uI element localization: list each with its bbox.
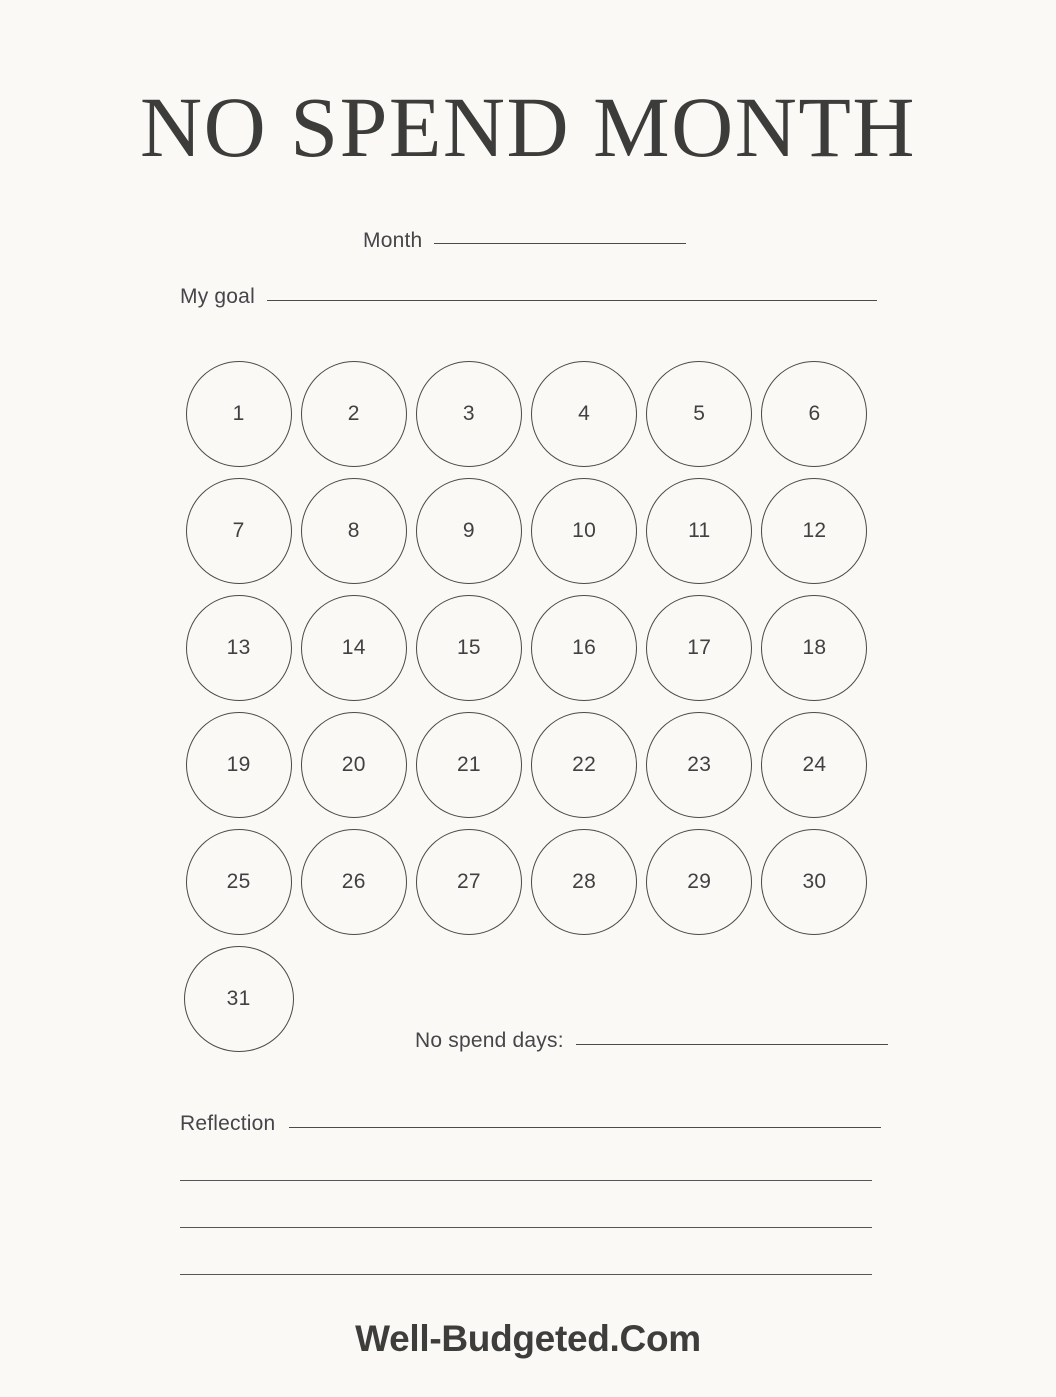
day-circle-15[interactable]: 15 — [416, 595, 522, 701]
footer-brand: Well-Budgeted.Com — [355, 1318, 701, 1359]
day-cell-empty — [296, 946, 411, 1052]
day-row — [181, 712, 872, 829]
no-spend-days-label: No spend days: — [415, 1029, 564, 1052]
page-title: NO SPEND MONTH — [140, 79, 916, 175]
day-row — [181, 595, 872, 712]
day-cell — [757, 595, 872, 701]
day-cell — [296, 478, 411, 584]
day-circle-5[interactable]: 5 — [646, 361, 752, 467]
day-cell — [411, 712, 526, 818]
month-field-row — [363, 229, 686, 253]
day-circle-grid — [181, 361, 872, 1063]
no-spend-days-input[interactable] — [576, 1043, 888, 1045]
day-circle-13[interactable]: 13 — [186, 595, 292, 701]
reflection-label: Reflection — [180, 1112, 276, 1135]
day-cell — [296, 595, 411, 701]
day-row — [181, 478, 872, 595]
day-circle-12[interactable]: 12 — [761, 478, 867, 584]
day-cell — [757, 478, 872, 584]
day-circle-23[interactable]: 23 — [646, 712, 752, 818]
day-circle-3[interactable]: 3 — [416, 361, 522, 467]
day-cell — [181, 361, 296, 467]
day-cell — [296, 829, 411, 935]
day-circle-9[interactable]: 9 — [416, 478, 522, 584]
day-circle-16[interactable]: 16 — [531, 595, 637, 701]
day-cell — [527, 595, 642, 701]
day-cell — [296, 712, 411, 818]
day-circle-4[interactable]: 4 — [531, 361, 637, 467]
day-circle-7[interactable]: 7 — [186, 478, 292, 584]
reflection-input-line-3[interactable] — [180, 1227, 872, 1228]
day-circle-19[interactable]: 19 — [186, 712, 292, 818]
day-cell — [527, 478, 642, 584]
reflection-row — [180, 1112, 881, 1136]
month-label: Month — [363, 229, 423, 252]
day-circle-28[interactable]: 28 — [531, 829, 637, 935]
day-cell — [642, 712, 757, 818]
goal-label: My goal — [180, 285, 255, 308]
day-cell — [181, 946, 296, 1052]
day-cell — [181, 829, 296, 935]
day-cell — [296, 361, 411, 467]
day-cell — [757, 361, 872, 467]
reflection-input-line-4[interactable] — [180, 1274, 872, 1275]
day-circle-24[interactable]: 24 — [761, 712, 867, 818]
reflection-extra-lines — [180, 1180, 872, 1321]
reflection-input-line-2[interactable] — [180, 1180, 872, 1181]
day-cell — [181, 478, 296, 584]
day-cell — [642, 478, 757, 584]
no-spend-days-row — [415, 1029, 888, 1053]
day-circle-6[interactable]: 6 — [761, 361, 867, 467]
day-cell — [642, 829, 757, 935]
day-cell — [411, 595, 526, 701]
day-row — [181, 829, 872, 946]
day-cell — [642, 361, 757, 467]
goal-field-row — [180, 285, 877, 309]
day-cell — [181, 595, 296, 701]
day-cell — [527, 361, 642, 467]
day-circle-30[interactable]: 30 — [761, 829, 867, 935]
day-circle-1[interactable]: 1 — [186, 361, 292, 467]
day-circle-17[interactable]: 17 — [646, 595, 752, 701]
day-row — [181, 361, 872, 478]
day-circle-18[interactable]: 18 — [761, 595, 867, 701]
month-input[interactable] — [434, 242, 686, 244]
day-circle-11[interactable]: 11 — [646, 478, 752, 584]
day-cell — [757, 712, 872, 818]
day-cell — [527, 712, 642, 818]
day-cell — [411, 361, 526, 467]
day-circle-29[interactable]: 29 — [646, 829, 752, 935]
day-cell — [181, 712, 296, 818]
day-circle-31[interactable]: 31 — [184, 946, 294, 1052]
day-cell — [642, 595, 757, 701]
day-circle-10[interactable]: 10 — [531, 478, 637, 584]
day-cell — [527, 829, 642, 935]
day-circle-14[interactable]: 14 — [301, 595, 407, 701]
day-circle-21[interactable]: 21 — [416, 712, 522, 818]
day-circle-25[interactable]: 25 — [186, 829, 292, 935]
day-cell — [757, 829, 872, 935]
day-circle-2[interactable]: 2 — [301, 361, 407, 467]
day-cell — [411, 829, 526, 935]
day-circle-27[interactable]: 27 — [416, 829, 522, 935]
day-circle-8[interactable]: 8 — [301, 478, 407, 584]
day-circle-26[interactable]: 26 — [301, 829, 407, 935]
day-circle-20[interactable]: 20 — [301, 712, 407, 818]
goal-input[interactable] — [267, 299, 877, 301]
day-circle-22[interactable]: 22 — [531, 712, 637, 818]
reflection-input-line-1[interactable] — [289, 1126, 881, 1128]
day-cell — [411, 478, 526, 584]
